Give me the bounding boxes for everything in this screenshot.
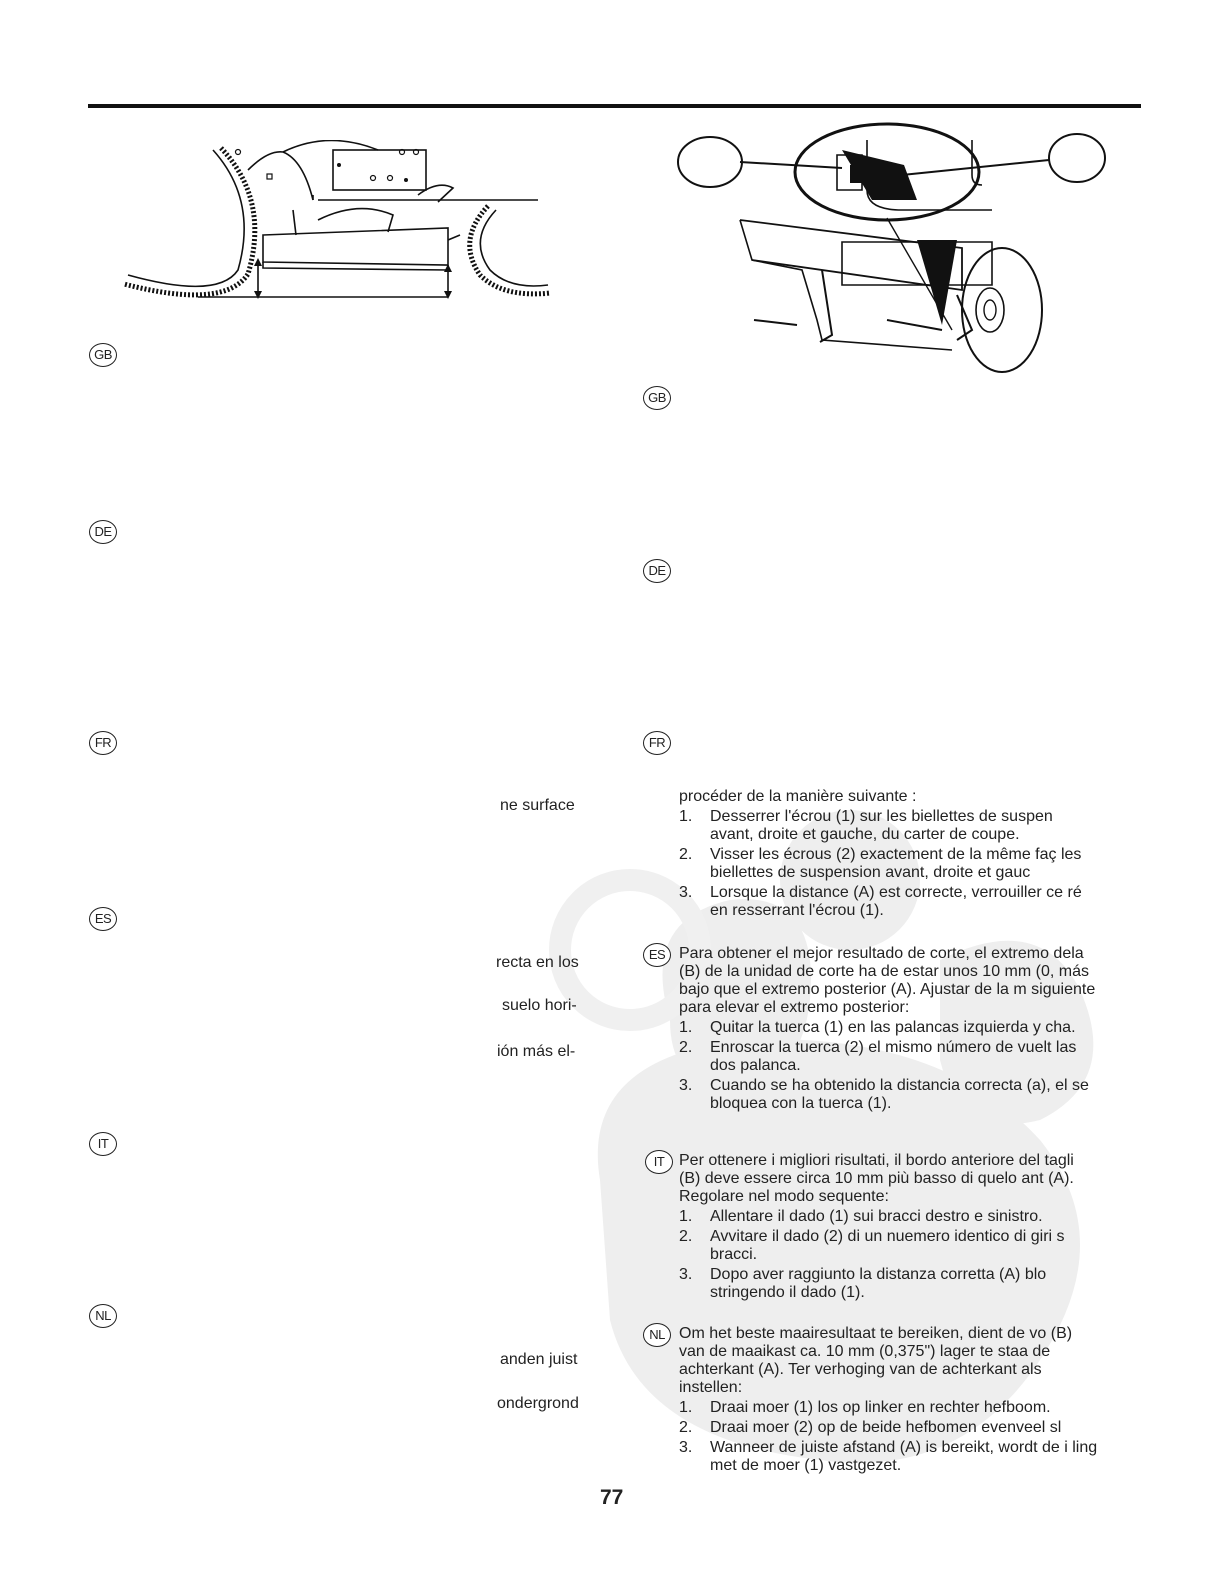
callout-circle-2 [1049, 134, 1105, 182]
it-step-2-text: Avvitare il dado (2) di un nuemero identico di giri s bracci. [710, 1228, 1065, 1263]
mower-deck-side-figure [118, 140, 558, 310]
nl-step-2-text: Draai moer (2) op de beide hefbomen evenveel sl [710, 1419, 1062, 1436]
it-step-3-num: 3. [679, 1266, 693, 1283]
es-intro: Para obtener el mejor resultado de corte, el extremo dela (B) de la unidad de corte ha de estar unos 10 mm (0, más bajo que el extremo posterior (A). Ajustar de la m siguiente para elevar el extremo posterior: [679, 945, 1096, 1016]
es-step-2-num: 2. [679, 1039, 693, 1056]
it-step-2 [679, 1228, 1099, 1264]
nl-step-1-num: 1. [679, 1399, 693, 1416]
page-number: 77 [600, 1486, 624, 1509]
nl-step-2 [679, 1419, 1099, 1437]
lang-badge-fr-right: FR [643, 731, 671, 755]
it-intro: Per ottenere i migliori risultati, il bordo anteriore del tagli (B) deve essere circa 10 mm più basso di quelo ant (A). Regolare nel modo sequente: [679, 1152, 1074, 1205]
left-fragment-es-2: suelo hori- [502, 997, 577, 1014]
it-step-1-text: Allentare il dado (1) sui bracci destro e sinistro. [710, 1208, 1043, 1225]
lang-badge-fr-left: FR [89, 731, 117, 755]
lang-badge-it-right: IT [645, 1150, 673, 1174]
left-fragment-fr: ne surface [500, 797, 575, 814]
es-instructions [679, 945, 1099, 1113]
nl-intro: Om het beste maairesultaat te bereiken, dient de vo (B) van de maaikast ca. 10 mm (0,375") lager te staa de achterkant (A). Ter verhoging van de achterkant als instellen: [679, 1325, 1073, 1396]
fr-step-1-num: 1. [679, 808, 693, 825]
lang-badge-nl-left: NL [89, 1304, 117, 1328]
lang-badge-es-left: ES [89, 907, 117, 931]
left-fragment-nl-2: ondergrond [497, 1395, 579, 1412]
nl-step-2-num: 2. [679, 1419, 693, 1436]
es-step-3-num: 3. [679, 1077, 693, 1094]
nl-step-3 [679, 1439, 1099, 1475]
fr-step-2-text: Visser les écrous (2) exactement de la même faç les biellettes de suspension avant, droite et gauc [710, 846, 1082, 881]
left-fragment-es-1: recta en los [496, 954, 579, 971]
it-step-3 [679, 1266, 1099, 1302]
fr-step-1-text: Desserrer l'écrou (1) sur les biellettes de suspen avant, droite et gauche, du carter de coupe. [710, 808, 1053, 843]
es-step-1 [679, 1019, 1099, 1037]
callout-circle-1 [678, 137, 742, 187]
fr-step-3-text: Lorsque la distance (A) est correcte, verrouiller ce ré en resserrant l'écrou (1). [710, 884, 1082, 919]
es-step-3 [679, 1077, 1099, 1113]
es-step-3-text: Cuando se ha obtenido la distancia correcta (a), el se bloquea con la tuerca (1). [710, 1077, 1089, 1112]
it-instructions [679, 1152, 1099, 1302]
nl-step-1-text: Draai moer (1) los op linker en rechter hefboom. [710, 1399, 1051, 1416]
fr-step-2-num: 2. [679, 846, 693, 863]
lang-badge-gb-right: GB [643, 386, 671, 410]
lang-badge-de-left: DE [89, 520, 117, 544]
fr-step-1 [679, 808, 1099, 844]
lang-badge-it-left: IT [89, 1132, 117, 1156]
nl-step-3-text: Wanneer de juiste afstand (A) is bereikt, wordt de i ling met de moer (1) vastgezet. [710, 1439, 1098, 1474]
lang-badge-gb-left: GB [89, 343, 117, 367]
left-fragment-es-3: ión más el- [497, 1043, 576, 1060]
es-step-1-num: 1. [679, 1019, 693, 1036]
es-step-2 [679, 1039, 1099, 1075]
fr-step-3 [679, 884, 1099, 920]
it-step-1 [679, 1208, 1099, 1226]
lang-badge-de-right: DE [643, 559, 671, 583]
fr-step-2 [679, 846, 1099, 882]
left-fragment-nl-1: anden juist [500, 1351, 578, 1368]
top-rule [88, 104, 1141, 108]
fr-instructions [679, 788, 1099, 920]
it-step-3-text: Dopo aver raggiunto la distanza corretta (A) blo stringendo il dado (1). [710, 1266, 1047, 1301]
lang-badge-nl-right: NL [643, 1323, 671, 1347]
lang-badge-es-right: ES [643, 943, 671, 967]
fr-step-3-num: 3. [679, 884, 693, 901]
deck-linkage-detail-figure [672, 120, 1112, 380]
fr-intro: procéder de la manière suivante : [679, 788, 917, 805]
it-step-1-num: 1. [679, 1208, 693, 1225]
nl-step-1 [679, 1399, 1099, 1417]
es-step-2-text: Enroscar la tuerca (2) el mismo número de vuelt las dos palanca. [710, 1039, 1077, 1074]
nl-instructions [679, 1325, 1099, 1475]
es-step-1-text: Quitar la tuerca (1) en las palancas izquierda y cha. [710, 1019, 1076, 1036]
it-step-2-num: 2. [679, 1228, 693, 1245]
nl-step-3-num: 3. [679, 1439, 693, 1456]
